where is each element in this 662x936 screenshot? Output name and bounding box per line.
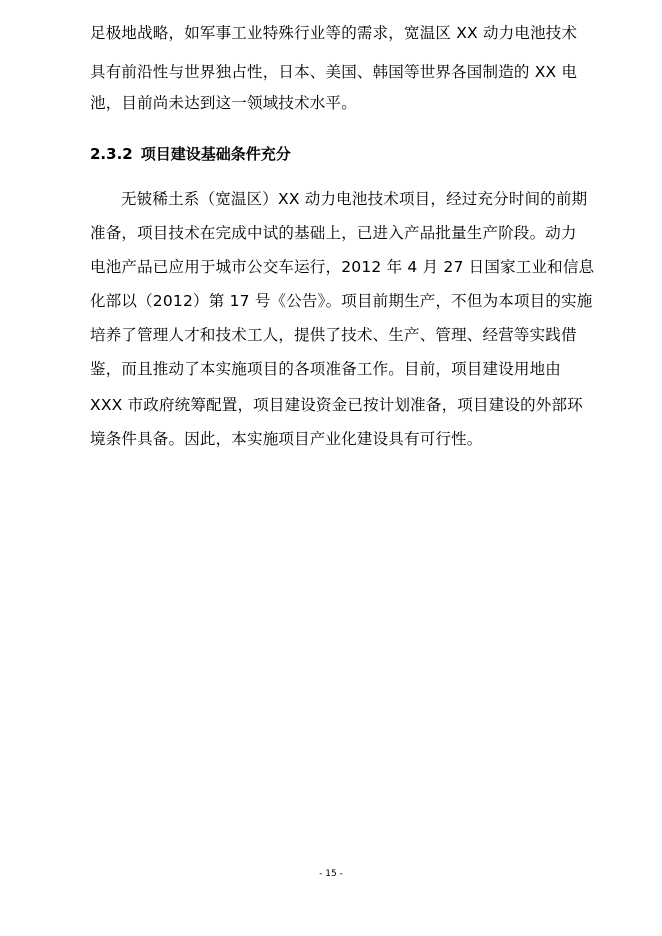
body-text-line: 具有前沿性与世界独占性，日本、美国、韩国等世界各国制造的 XX 电 bbox=[90, 63, 578, 81]
body-text-line: 无铍稀土系（宽温区）XX 动力电池技术项目，经过充分时间的前期 bbox=[121, 190, 588, 208]
section-heading bbox=[90, 143, 291, 165]
body-text-line: 电池产品已应用于城市公交车运行，2012 年 4 月 27 日国家工业和信息 bbox=[90, 258, 595, 276]
body-text-line: 池，目前尚未达到这一领域技术水平。 bbox=[90, 94, 357, 112]
body-text-line: 准备，项目技术在完成中试的基础上，已进入产品批量生产阶段。动力 bbox=[90, 224, 577, 242]
body-text-line: 境条件具备。因此，本实施项目产业化建设具有可行性。 bbox=[90, 430, 483, 448]
body-text-line: 足极地战略，如军事工业特殊行业等的需求，宽温区 XX 动力电池技术 bbox=[90, 24, 578, 42]
body-text-line: 鉴，而且推动了本实施项目的各项准备工作。目前，项目建设用地由 bbox=[90, 360, 562, 378]
body-text-line: 化部以（2012）第 17 号《公告》。项目前期生产，不但为本项目的实施 bbox=[90, 292, 593, 310]
body-text-line: XXX 市政府统筹配置，项目建设资金已按计划准备，项目建设的外部环 bbox=[90, 396, 583, 414]
page-number: - 15 - bbox=[319, 869, 343, 879]
section-number: 2.3.2 bbox=[90, 145, 133, 163]
section-title: 项目建设基础条件充分 bbox=[140, 145, 291, 163]
body-text-line: 培养了管理人才和技术工人，提供了技术、生产、管理、经营等实践借 bbox=[90, 326, 577, 344]
